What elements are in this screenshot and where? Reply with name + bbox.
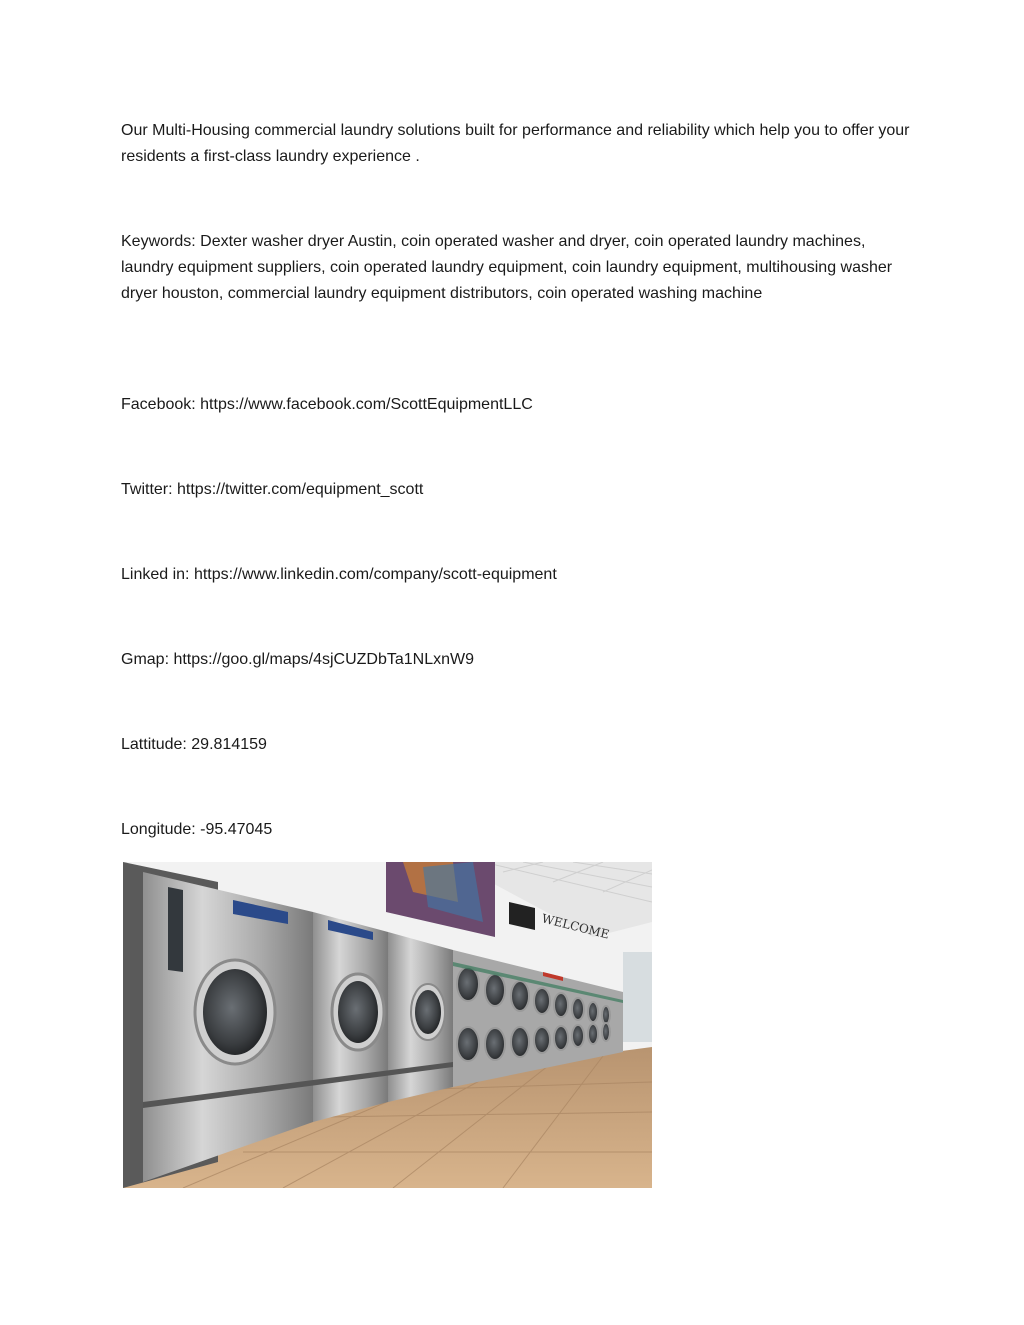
twitter-line: Twitter: https://twitter.com/equipment_scott [121, 481, 424, 498]
washer-door [588, 1002, 598, 1022]
washer-door [534, 1027, 550, 1053]
washer-door [534, 988, 550, 1014]
washer-door [457, 967, 479, 1001]
washer-door [485, 974, 505, 1006]
washer-door [511, 1027, 529, 1057]
laundromat-illustration [123, 862, 652, 1188]
washer-door [457, 1027, 479, 1061]
washer-door [572, 1025, 584, 1047]
longitude-line: Longitude: -95.47045 [121, 821, 273, 838]
keywords-paragraph: Keywords: Dexter washer dryer Austin, coin operated washer and dryer, coin operated laundry machines, laundry equipment suppliers, coin operated laundry equipment, coin laundry equipment, multihousing washer dryer houston, commercial laundry equipment distributors, coin operated washing machine [121, 233, 893, 302]
washer-door [485, 1028, 505, 1060]
washer-door [554, 1026, 568, 1050]
latitude-line: Lattitude: 29.814159 [121, 736, 267, 753]
coin-panel [168, 887, 183, 972]
washer-door [554, 993, 568, 1017]
intro-paragraph: Our Multi-Housing commercial laundry solutions built for performance and reliability which help you to offer your residents a first-class laundry experience . [121, 122, 910, 165]
facebook-line: Facebook: https://www.facebook.com/ScottEquipmentLLC [121, 396, 533, 413]
washer-door [588, 1024, 598, 1044]
washer-door [602, 1023, 610, 1041]
washer-door [572, 998, 584, 1020]
gmap-line: Gmap: https://goo.gl/maps/4sjCUZDbTa1NLxnW9 [121, 651, 475, 668]
linkedin-line: Linked in: https://www.linkedin.com/company/scott-equipment [121, 566, 557, 583]
window [623, 952, 652, 1042]
welcome-sign: WELCOME [540, 911, 611, 942]
laundromat-photo [123, 862, 652, 1188]
washer-door [511, 981, 529, 1011]
washer-door [602, 1006, 610, 1024]
